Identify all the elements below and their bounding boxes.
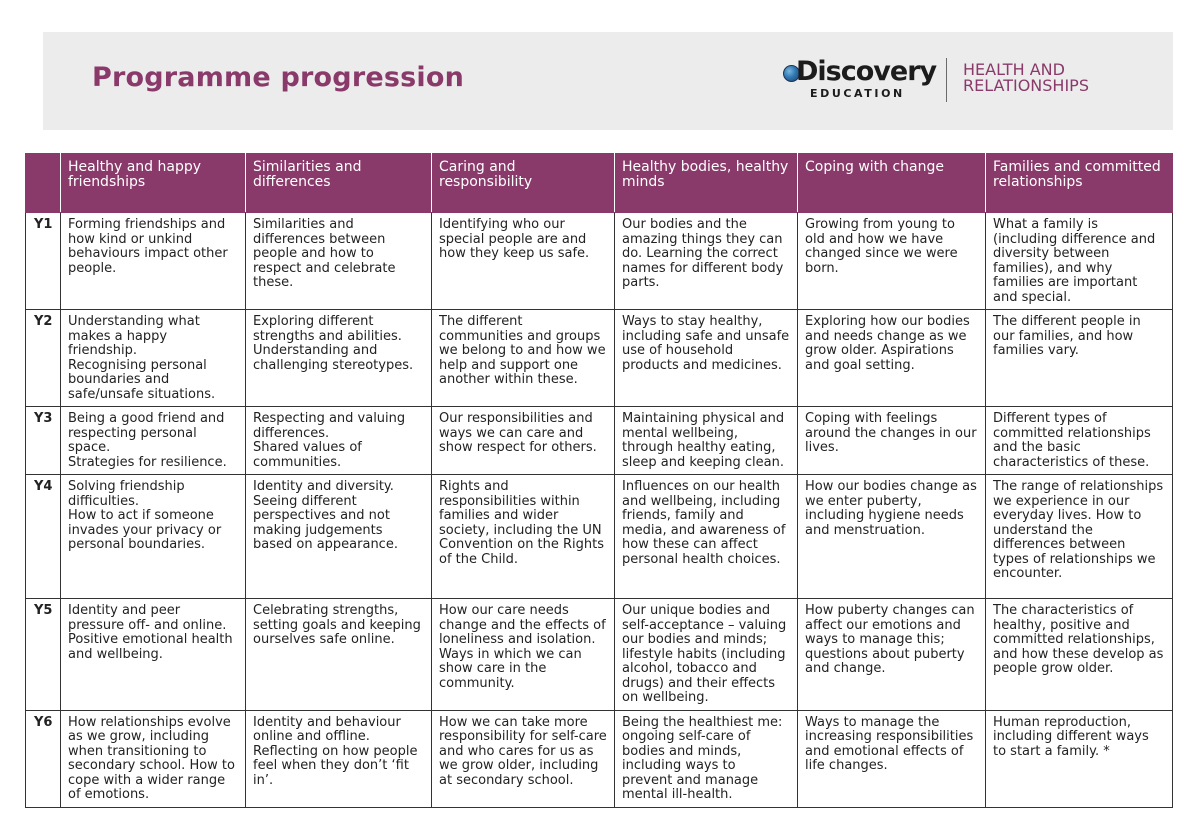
- cell-text: The range of relationships we experience in our everyday lives. How to understand the differences between types of relationships we encounter.: [993, 479, 1164, 581]
- cell-text: The different people in our families, and how families vary.: [993, 314, 1141, 358]
- table-cell: [432, 213, 615, 310]
- table-cell: [615, 213, 798, 310]
- cell-text: Strategies for resilience.: [68, 454, 227, 470]
- year-label: Y2: [26, 310, 61, 407]
- table-cell: [432, 710, 615, 807]
- table-cell: [986, 407, 1173, 475]
- cell-text: How our care needs change and the effects of loneliness and isolation. Ways in which we can show care in the community.: [439, 603, 606, 691]
- table-cell: [432, 475, 615, 599]
- cell-text: Positive emotional health and wellbeing.: [68, 632, 233, 662]
- cell-text: How we can take more responsibility for self-care and who cares for us as we grow older, including at secondary school.: [439, 714, 607, 788]
- cell-text: Identity and behaviour online and offline.: [253, 714, 401, 744]
- table-cell: [798, 599, 986, 711]
- table-cell: [615, 407, 798, 475]
- cell-text: The different communities and groups we belong to and how we help and support one another within these.: [439, 314, 606, 387]
- table-header-row: [26, 154, 1173, 213]
- cell-text: Our bodies and the amazing things they can do. Learning the correct names for different body parts.: [622, 217, 784, 290]
- programme-progression-table: [25, 153, 1173, 808]
- table-cell: [615, 475, 798, 599]
- cell-text: Ways to manage the increasing responsibilities and emotional effects of life changes.: [805, 714, 974, 773]
- table-cell: [61, 710, 246, 807]
- cell-text: Similarities and differences between people and how to respect and celebrate these.: [253, 217, 396, 290]
- column-header: Caring and responsibility: [432, 154, 615, 213]
- column-header: Families and committed relationships: [986, 154, 1173, 213]
- cell-text: What a family is (including difference and diversity between families), and why families are important and special.: [993, 217, 1156, 305]
- table-cell: [61, 213, 246, 310]
- table-cell: [61, 407, 246, 475]
- cell-text: How our bodies change as we enter puberty, including hygiene needs and menstruation.: [805, 479, 977, 538]
- cell-text: Forming friendships and how kind or unkind behaviours impact other people.: [68, 217, 228, 276]
- table-cell: [798, 407, 986, 475]
- table-cell: [986, 599, 1173, 711]
- logo-product-line2: RELATIONSHIPS: [963, 76, 1089, 95]
- table-cell: [61, 310, 246, 407]
- year-label: Y1: [26, 213, 61, 310]
- table-row: [26, 407, 1173, 475]
- cell-text: How to act if someone invades your privacy or personal boundaries.: [68, 508, 222, 552]
- column-header: Similarities and differences: [246, 154, 432, 213]
- year-label: Y3: [26, 407, 61, 475]
- cell-text: Coping with feelings around the changes in our lives.: [805, 411, 977, 455]
- cell-text: Human reproduction, including different ways to start a family. *: [993, 714, 1149, 759]
- table-cell: [246, 599, 432, 711]
- table-cell: [432, 407, 615, 475]
- table-cell: [798, 310, 986, 407]
- cell-text: Different types of committed relationships and the basic characteristics of these.: [993, 411, 1151, 470]
- table-cell: [986, 710, 1173, 807]
- logo-product: [963, 62, 1089, 94]
- logo-brand-sub: EDUCATION: [810, 87, 905, 100]
- cell-text: Recognising personal boundaries and safe/unsafe situations.: [68, 357, 216, 402]
- table-cell: [615, 310, 798, 407]
- column-header: Healthy bodies, healthy minds: [615, 154, 798, 213]
- page-header: [43, 32, 1173, 130]
- cell-text: Maintaining physical and mental wellbeing, through healthy eating, sleep and keeping clean.: [622, 411, 785, 470]
- cell-text: Understanding and challenging stereotypes.: [253, 343, 414, 373]
- cell-text: Exploring how our bodies and needs change as we grow older. Aspirations and goal setting.: [805, 314, 970, 373]
- table-cell: [798, 710, 986, 807]
- cell-text: Influences on our health and wellbeing, including friends, family and media, and awareness of how these can affect personal health choices.: [622, 479, 786, 567]
- cell-text: Seeing different perspectives and not making judgements based on appearance.: [253, 493, 398, 552]
- table-cell: [246, 213, 432, 310]
- cell-text: Being the healthiest me: ongoing self-care of bodies and minds, including ways to prevent and manage mental ill-health.: [622, 714, 783, 802]
- logo-product-line1: HEALTH AND: [963, 60, 1065, 79]
- cell-text: Reflecting on how people feel when they don’t ‘fit in’.: [253, 743, 418, 788]
- table-cell: [798, 213, 986, 310]
- page-title: Programme progression: [92, 62, 465, 93]
- table-cell: [246, 310, 432, 407]
- discovery-health-relationships-logo: [783, 56, 1143, 112]
- cell-text: Ways to stay healthy, including safe and unsafe use of household products and medicines.: [622, 314, 790, 373]
- table-cell: [615, 599, 798, 711]
- column-header-year: [26, 154, 61, 213]
- cell-text: Celebrating strengths, setting goals and keeping ourselves safe online.: [253, 603, 421, 647]
- cell-text: Exploring different strengths and abilities.: [253, 314, 402, 344]
- table-cell: [432, 599, 615, 711]
- cell-text: Being a good friend and respecting personal space.: [68, 411, 225, 455]
- cell-text: Identity and peer pressure off- and online.: [68, 603, 227, 633]
- table-row: [26, 310, 1173, 407]
- cell-text: Identifying who our special people are and how they keep us safe.: [439, 217, 590, 261]
- cell-text: Respecting and valuing differences.: [253, 411, 406, 441]
- cell-text: How relationships evolve as we grow, including when transitioning to secondary school. How to cope with a wider range of emotions.: [68, 714, 235, 802]
- table-cell: [61, 599, 246, 711]
- cell-text: Our unique bodies and self-acceptance – valuing our bodies and minds; lifestyle habits (including alcohol, tobacco and drugs) and their effects on wellbeing.: [622, 603, 787, 705]
- cell-text: How puberty changes can affect our emotions and ways to manage this; questions about puberty and change.: [805, 603, 975, 676]
- year-label: Y5: [26, 599, 61, 711]
- cell-text: Identity and diversity.: [253, 479, 394, 494]
- table-cell: [798, 475, 986, 599]
- cell-text: Solving friendship difficulties.: [68, 479, 185, 509]
- table-cell: [986, 475, 1173, 599]
- year-label: Y4: [26, 475, 61, 599]
- table-row: [26, 710, 1173, 807]
- cell-text: Understanding what makes a happy friendship.: [68, 314, 200, 358]
- table-cell: [246, 710, 432, 807]
- table-cell: [61, 475, 246, 599]
- table-cell: [986, 310, 1173, 407]
- column-header: Healthy and happy friendships: [61, 154, 246, 213]
- table-row: [26, 475, 1173, 599]
- table-cell: [246, 475, 432, 599]
- cell-text: The characteristics of healthy, positive and committed relationships, and how these develop as people grow older.: [993, 603, 1164, 676]
- table-row: [26, 599, 1173, 711]
- table-cell: [246, 407, 432, 475]
- table-cell: [986, 213, 1173, 310]
- logo-brand: Discovery: [796, 56, 937, 87]
- column-header: Coping with change: [798, 154, 986, 213]
- cell-text: Rights and responsibilities within families and wider society, including the UN Convention on the Rights of the Child.: [439, 479, 605, 567]
- logo-divider: [946, 58, 947, 102]
- cell-text: Growing from young to old and how we have changed since we were born.: [805, 217, 958, 276]
- cell-text: Our responsibilities and ways we can care and show respect for others.: [439, 411, 597, 455]
- table-row: [26, 213, 1173, 310]
- table-cell: [432, 310, 615, 407]
- cell-text: Shared values of communities.: [253, 440, 362, 470]
- year-label: Y6: [26, 710, 61, 807]
- table-cell: [615, 710, 798, 807]
